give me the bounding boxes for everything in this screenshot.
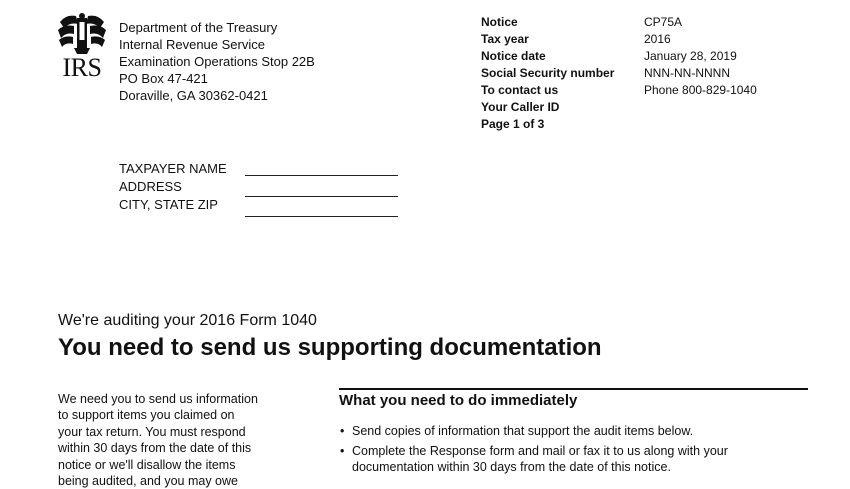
taxpayer-name-line: [245, 175, 398, 176]
sender-address: [119, 19, 315, 104]
info-label-caller-id: Your Caller ID: [481, 100, 560, 114]
section-divider: [339, 388, 808, 390]
paragraph-line: notice or we'll disallow the items: [58, 457, 236, 472]
info-value-notice: CP75A: [644, 15, 683, 29]
irs-logo: [56, 12, 108, 84]
paragraph-line: being audited, and you may owe: [58, 474, 238, 489]
notice-info-values: [644, 14, 757, 133]
sender-line: Examination Operations Stop 22B: [119, 54, 315, 69]
notice-title: You need to send us supporting documentation: [58, 334, 602, 361]
address-label: ADDRESS: [119, 179, 182, 194]
info-value-notice-date: January 28, 2019: [644, 49, 737, 63]
info-value-tax-year: 2016: [644, 32, 671, 46]
action-list: [339, 423, 808, 479]
city-state-zip-line: [245, 216, 398, 217]
paragraph-line: We need you to send us information: [58, 392, 258, 406]
info-label-ssn: Social Security number: [481, 66, 615, 80]
info-value-ssn: NNN-NN-NNNN: [644, 66, 730, 80]
info-label-contact: To contact us: [481, 83, 559, 97]
taxpayer-address-labels: [119, 160, 227, 214]
eagle-emblem-icon: [56, 12, 108, 56]
list-item: [339, 423, 808, 439]
info-label-notice: Notice: [481, 15, 518, 29]
info-label-page: Page 1 of 3: [481, 117, 545, 131]
address-line: [245, 196, 398, 197]
list-item: [339, 443, 808, 475]
paragraph-line: within 30 days from the date of this: [58, 441, 252, 456]
sender-line: Doraville, GA 30362-0421: [119, 88, 268, 103]
list-item-line: • Complete the Response form and mail or fax it to us along with your: [352, 444, 728, 458]
paragraph-line: to support items you claimed on: [58, 408, 235, 423]
action-section-heading: What you need to do immediately: [339, 392, 578, 409]
paragraph-line: your tax return. You must respond: [58, 424, 246, 439]
sender-line: Internal Revenue Service: [119, 37, 265, 52]
info-value-contact: Phone 800-829-1040: [644, 83, 757, 97]
logo-text: IRS: [62, 53, 102, 82]
list-item-line: • Send copies of information that support the audit items below.: [352, 424, 694, 438]
info-label-tax-year: Tax year: [481, 32, 529, 46]
notice-info-labels: [481, 14, 614, 133]
taxpayer-name-label: TAXPAYER NAME: [119, 161, 227, 176]
info-label-notice-date: Notice date: [481, 49, 546, 63]
city-state-zip-label: CITY, STATE ZIP: [119, 197, 218, 212]
sender-line: PO Box 47-421: [119, 71, 208, 86]
list-item-line: documentation within 30 days from the date of this notice.: [352, 460, 671, 474]
notice-subtitle: We're auditing your 2016 Form 1040: [58, 312, 317, 329]
sender-line: Department of the Treasury: [119, 20, 278, 35]
intro-paragraph: [58, 391, 298, 489]
info-value-caller-id: [644, 99, 757, 116]
info-value-page: [644, 116, 757, 133]
